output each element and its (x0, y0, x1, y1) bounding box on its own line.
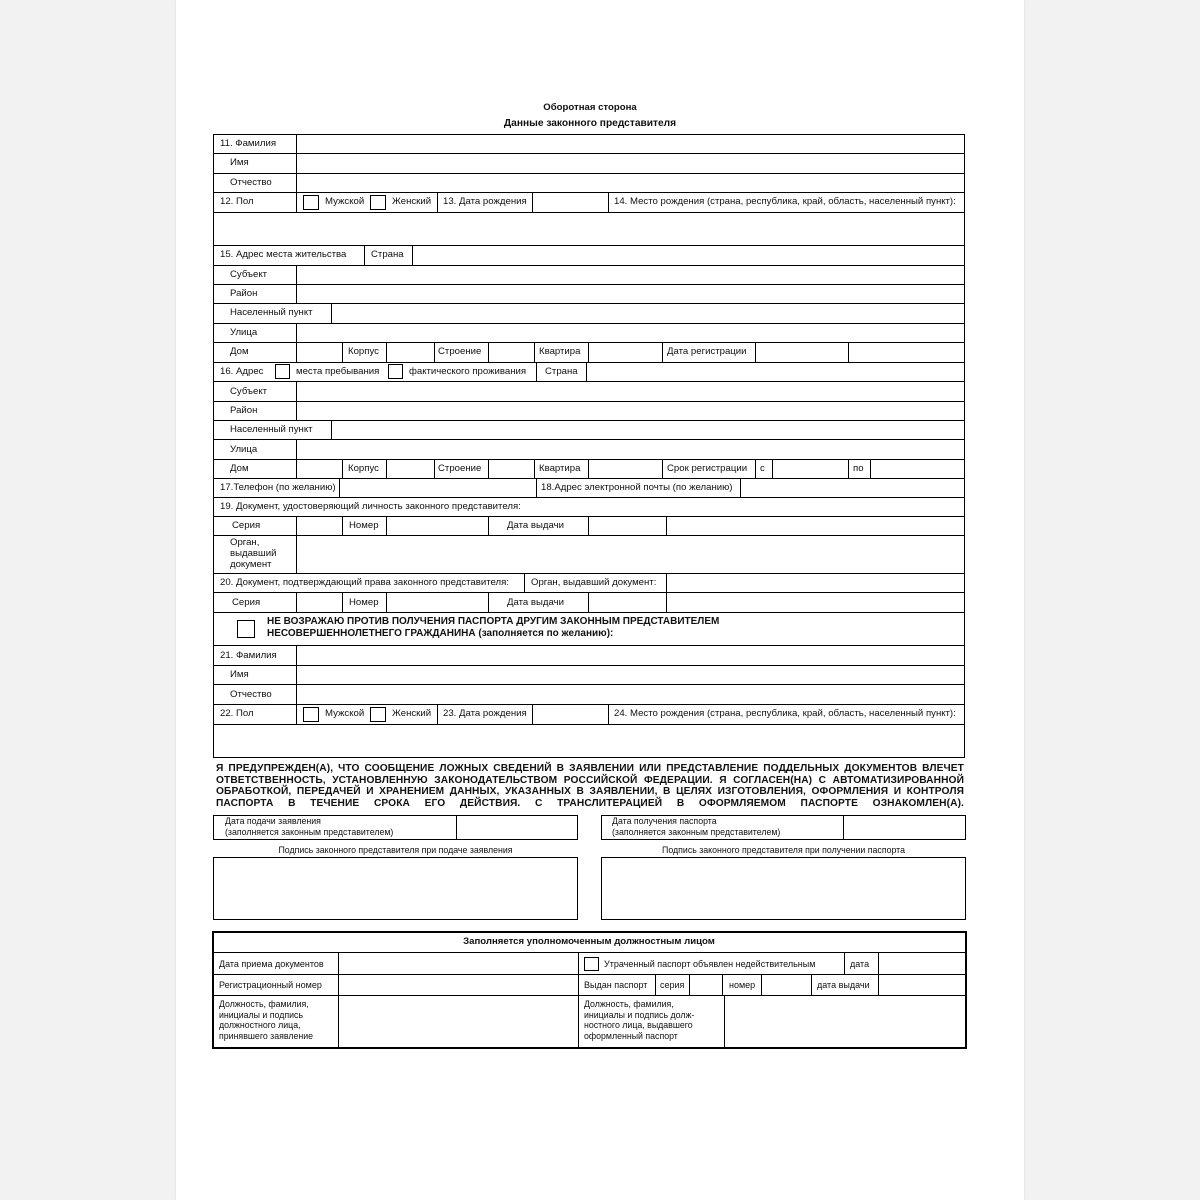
residence-country-field[interactable] (413, 246, 964, 264)
issuer-label-3: ностного лица, выдавшего (584, 1020, 693, 1030)
male-checkbox[interactable] (303, 195, 319, 210)
residence-district-label: Район (230, 288, 258, 299)
field-13-birthdate-label: 13. Дата рождения (443, 196, 527, 207)
submit-signature-box[interactable] (213, 857, 578, 920)
field-11-surname-label: 11. Фамилия (220, 138, 277, 149)
field-14-birthplace-label: 14. Место рождения (страна, республика, край, область, населенный пункт): (614, 196, 956, 207)
second-rep-birthdate-field[interactable] (533, 705, 607, 723)
doc20-issue-date-label: Дата выдачи (507, 597, 564, 608)
consent-text-line2: НЕСОВЕРШЕННОЛЕТНЕГО ГРАЖДАНИНА (заполняется по желанию): (267, 628, 614, 639)
stay-subject-field[interactable] (297, 382, 964, 400)
consent-checkbox[interactable] (237, 620, 255, 638)
doc20-number-label: Номер (349, 597, 379, 608)
residence-subject-field[interactable] (297, 266, 964, 284)
email-field[interactable] (741, 479, 964, 497)
field-21-surname-label: 21. Фамилия (220, 650, 277, 661)
doc20-issuer-label: Орган, выдавший документ: (531, 577, 657, 588)
phone-field[interactable] (340, 479, 536, 497)
second-rep-female-checkbox[interactable] (370, 707, 386, 722)
doc19-issue-date-label: Дата выдачи (507, 520, 564, 531)
lost-passport-checkbox[interactable] (584, 957, 599, 971)
stay-reg-to-label: по (853, 463, 864, 474)
doc19-series-label: Серия (232, 520, 261, 531)
acceptor-label-3: должностного лица, (219, 1020, 301, 1030)
second-rep-female-label: Женский (392, 708, 432, 719)
stay-building-label: Корпус (348, 463, 379, 474)
stay-address-checkbox[interactable] (275, 364, 290, 379)
issued-date-label: дата выдачи (817, 980, 870, 990)
residence-house-label: Дом (230, 346, 249, 357)
official-section-title: Заполняется уполномоченным должностным лицом (463, 936, 715, 947)
residence-structure-label: Строение (438, 346, 482, 357)
residence-building-label: Корпус (348, 346, 379, 357)
first-name-label: Имя (230, 157, 249, 168)
second-rep-patronymic-field[interactable] (297, 685, 964, 703)
submit-date-field[interactable] (457, 816, 577, 839)
issuer-label-1: Должность, фамилия, (584, 999, 674, 1009)
accept-date-field[interactable] (339, 953, 578, 974)
page-side-label: Оборотная сторона (543, 102, 637, 113)
lost-passport-date-label: дата (850, 959, 870, 969)
actual-address-checkbox[interactable] (388, 364, 403, 379)
first-name-field[interactable] (297, 154, 964, 172)
acceptor-label-2: инициалы и подпись (219, 1009, 304, 1020)
birthdate-field[interactable] (533, 193, 607, 211)
stay-district-label: Район (230, 405, 258, 416)
field-17-phone-label: 17.Телефон (по желанию) (220, 482, 336, 493)
residence-district-field[interactable] (297, 285, 964, 303)
birthplace-field[interactable] (214, 213, 964, 245)
submit-signature-label: Подпись законного представителя при подаче заявления (278, 845, 513, 855)
stay-structure-label: Строение (438, 463, 482, 474)
doc20-series-label: Серия (232, 597, 261, 608)
residence-locality-label: Населенный пункт (230, 307, 313, 318)
second-rep-name-label: Имя (230, 669, 249, 680)
residence-street-label: Улица (230, 327, 258, 338)
doc19-issuer-label-3: документ (230, 559, 272, 570)
stay-subject-label: Субъект (230, 386, 268, 397)
lost-passport-date-field[interactable] (879, 953, 964, 974)
issuer-signature-field[interactable] (725, 996, 964, 1047)
stay-country-field[interactable] (587, 363, 964, 380)
stay-locality-field[interactable] (332, 421, 964, 439)
field-23-birthdate-label: 23. Дата рождения (443, 708, 527, 719)
second-rep-birthplace-field[interactable] (214, 725, 964, 757)
issuer-label-2: инициалы и подпись долж- (584, 1009, 695, 1020)
field-24-birthplace-label: 24. Место рождения (страна, республика, край, область, населенный пункт): (614, 708, 956, 719)
actual-address-label: фактического проживания (409, 366, 527, 377)
male-label: Мужской (325, 196, 365, 207)
field-12-sex-label: 12. Пол (220, 196, 254, 207)
receive-date-field[interactable] (844, 816, 965, 839)
section-title: Данные законного представителя (503, 118, 677, 129)
issued-series-label: серия (660, 980, 685, 990)
residence-subject-label: Субъект (230, 269, 268, 280)
second-rep-patronymic-label: Отчество (230, 689, 272, 700)
patronymic-field[interactable] (297, 174, 964, 192)
reg-number-field[interactable] (339, 975, 578, 995)
stay-street-field[interactable] (297, 440, 964, 458)
stay-locality-label: Населенный пункт (230, 424, 313, 435)
stay-street-label: Улица (230, 444, 258, 455)
residence-locality-field[interactable] (332, 304, 964, 322)
female-checkbox[interactable] (370, 195, 386, 210)
submit-date-note: (заполняется законным представителем) (225, 827, 394, 837)
receive-date-label: Дата получения паспорта (612, 816, 717, 826)
submit-date-label: Дата подачи заявления (225, 816, 321, 826)
stay-house-label: Дом (230, 463, 249, 474)
doc19-issuer-label-1: Орган, (230, 537, 260, 548)
receive-signature-label: Подпись законного представителя при получении паспорта (662, 845, 905, 855)
doc19-number-label: Номер (349, 520, 379, 531)
doc19-issuer-label-2: выдавший (230, 548, 277, 559)
acceptor-label-1: Должность, фамилия, (219, 999, 309, 1009)
residence-reg-date-label: Дата регистрации (667, 346, 747, 357)
stay-reg-term-label: Срок регистрации (667, 463, 748, 474)
warning-statement: Я ПРЕДУПРЕЖДЕН(А), ЧТО СООБЩЕНИЕ ЛОЖНЫХ СВЕДЕНИЙ В ЗАЯВЛЕНИИ ИЛИ ПРЕДСТАВЛЕНИЕ ПОДДЕЛЬНЫХ ДОКУМЕНТОВ ВЛЕЧЕТ ОТВЕТСТВЕННОСТЬ, УСТАНОВЛЕННУЮ ЗАКОНОДАТЕЛЬСТВОМ РОССИЙСКОЙ ФЕДЕРАЦИИ. Я СОГЛАСЕН(НА) С АВТОМАТИЗИРОВАННОЙ ОБРАБОТКОЙ, ПЕРЕДАЧЕЙ И ХРАНЕНИЕМ ДАННЫХ, УКАЗАННЫХ В ЗАЯВЛЕНИИ, В ЦЕЛЯХ ИЗГОТОВЛЕНИЯ, ОФОРМЛЕНИЯ И КОНТРОЛЯ ПАСПОРТА В ТЕЧЕНИЕ СРОКА ЕГО ДЕЙСТВИЯ. С ТРАНСЛИТЕРАЦИЕЙ В ОФОРМЛЯЕМОМ ПАСПОРТЕ ОЗНАКОМЛЕН(А). (216, 763, 964, 809)
second-rep-name-field[interactable] (297, 666, 964, 684)
stay-country-label: Страна (545, 366, 578, 377)
field-22-sex-label: 22. Пол (220, 708, 254, 719)
second-rep-male-label: Мужской (325, 708, 365, 719)
acceptor-signature-field[interactable] (339, 996, 578, 1047)
issuer-label-4: оформленный паспорт (584, 1030, 678, 1041)
residence-country-label: Страна (371, 249, 404, 260)
surname-field[interactable] (297, 135, 964, 153)
acceptor-label-4: принявшего заявление (219, 1030, 314, 1041)
second-rep-male-checkbox[interactable] (303, 707, 319, 722)
stay-address-label: места пребывания (296, 366, 380, 377)
issued-number-label: номер (729, 980, 756, 990)
reg-number-label: Регистрационный номер (219, 980, 322, 990)
patronymic-label: Отчество (230, 177, 272, 188)
residence-apartment-label: Квартира (539, 346, 581, 357)
field-19-id-doc-label: 19. Документ, удостоверяющий личность законного представителя: (220, 501, 521, 512)
doc19-issuer-field[interactable] (297, 536, 964, 572)
lost-passport-label: Утраченный паспорт объявлен недействительным (604, 959, 816, 969)
field-20-rights-doc-label: 20. Документ, подтверждающий права законного представителя: (220, 577, 509, 588)
female-label: Женский (392, 196, 432, 207)
stay-reg-from-label: с (760, 463, 765, 474)
stay-district-field[interactable] (297, 402, 964, 420)
field-16-address-label: 16. Адрес (220, 366, 264, 377)
consent-text-line1: НЕ ВОЗРАЖАЮ ПРОТИВ ПОЛУЧЕНИЯ ПАСПОРТА ДРУГИМ ЗАКОННЫМ ПРЕДСТАВИТЕЛЕМ (267, 616, 720, 627)
field-15-residence-label: 15. Адрес места жительства (220, 249, 347, 260)
receive-signature-box[interactable] (601, 857, 966, 920)
field-18-email-label: 18.Адрес электронной почты (по желанию) (541, 482, 733, 493)
second-rep-surname-field[interactable] (297, 646, 964, 664)
stay-apartment-label: Квартира (539, 463, 581, 474)
residence-street-field[interactable] (297, 324, 964, 342)
issued-passport-label: Выдан паспорт (584, 980, 648, 990)
accept-date-label: Дата приема документов (219, 959, 324, 969)
receive-date-note: (заполняется законным представителем) (612, 827, 781, 837)
